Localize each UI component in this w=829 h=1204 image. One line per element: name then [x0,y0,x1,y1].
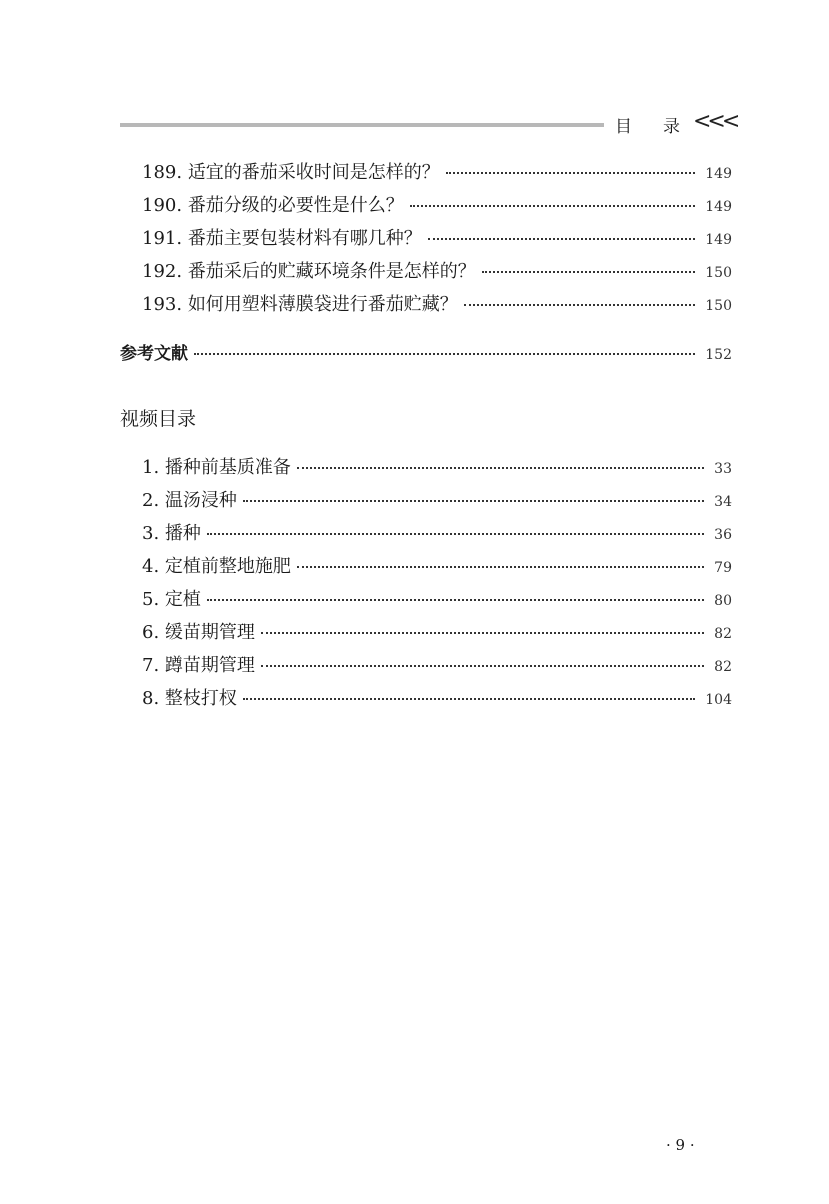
toc-entry-label: 189. 适宜的番茄采收时间是怎样的？ [142,162,440,183]
video-entry-page: 104 [705,692,732,708]
video-entry-label: 2. 温汤浸种 [142,490,237,511]
video-entry-label: 6. 缓苗期管理 [142,622,255,643]
video-entry-page: 79 [714,560,732,576]
dot-leader [207,588,704,608]
toc-entry-label: 191. 番茄主要包装材料有哪几种？ [142,228,422,249]
video-entry-5[interactable] [142,585,732,611]
toc-entry-label: 193. 如何用塑料薄膜袋进行番茄贮藏？ [142,294,458,315]
dot-leader [482,260,695,280]
toc-entry-191[interactable] [142,224,732,250]
header-rule [120,123,604,127]
video-entry-4[interactable] [142,552,732,578]
header-title-left: 目 [615,117,633,137]
video-entry-label: 7. 蹲苗期管理 [142,655,255,676]
dot-leader [194,342,695,362]
video-entry-page: 36 [714,527,732,543]
video-entry-3[interactable] [142,519,732,545]
toc-entry-page: 149 [705,199,732,215]
dot-leader [243,489,704,509]
video-entry-page: 82 [714,626,732,642]
video-entry-6[interactable] [142,618,732,644]
toc-entry-193[interactable] [142,290,732,316]
header-title-right: 录 [663,117,681,137]
video-entry-page: 34 [714,494,732,510]
video-entry-8[interactable] [142,684,732,710]
toc-entry-190[interactable] [142,191,732,217]
video-section-title: 视频目录 [120,408,197,430]
dot-leader [207,522,704,542]
toc-entry-label: 190. 番茄分级的必要性是什么？ [142,195,404,216]
chevrons-left-icon: <<< [693,109,737,134]
dot-leader [261,654,704,674]
dot-leader [464,293,695,313]
header-title [615,112,681,137]
dot-leader [261,621,704,641]
video-entry-2[interactable] [142,486,732,512]
video-entry-label: 5. 定植 [142,589,201,610]
dot-leader [297,555,704,575]
toc-entry-192[interactable] [142,257,732,283]
video-entry-page: 82 [714,659,732,675]
video-entry-label: 3. 播种 [142,523,201,544]
video-entry-7[interactable] [142,651,732,677]
video-entry-page: 33 [714,461,732,477]
toc-entry-page: 149 [705,232,732,248]
video-entry-page: 80 [714,593,732,609]
page-number: · 9 · [666,1136,695,1154]
video-entry-label: 4. 定植前整地施肥 [142,556,291,577]
toc-entry-page: 150 [705,298,732,314]
dot-leader [428,227,695,247]
toc-entry-label: 参考文献 [120,344,188,364]
dot-leader [297,456,704,476]
dot-leader [410,194,695,214]
running-header [120,109,737,138]
toc-entry-189[interactable] [142,158,732,184]
dot-leader [243,687,695,707]
video-entry-label: 8. 整枝打杈 [142,688,237,709]
dot-leader [446,161,695,181]
video-entry-1[interactable] [142,453,732,479]
toc-entry-page: 152 [705,347,732,363]
toc-entry-page: 150 [705,265,732,281]
toc-entry-references[interactable] [120,339,732,365]
toc-entry-page: 149 [705,166,732,182]
toc-entry-label: 192. 番茄采后的贮藏环境条件是怎样的？ [142,261,476,282]
video-entry-label: 1. 播种前基质准备 [142,457,291,478]
